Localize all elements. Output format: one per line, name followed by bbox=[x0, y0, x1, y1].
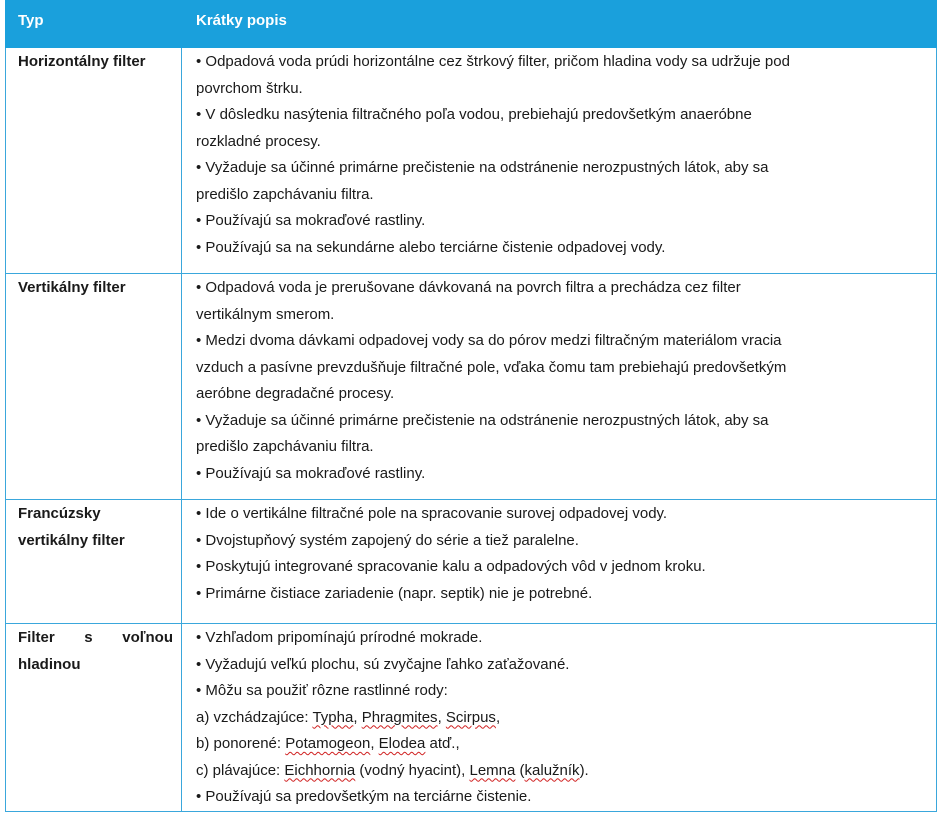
plant-genus: Potamogeon bbox=[285, 735, 371, 752]
desc-line: • Vzhľadom pripomínajú prírodné mokrade. bbox=[196, 629, 483, 646]
row-description bbox=[182, 624, 937, 812]
desc-end: ). bbox=[579, 761, 589, 779]
desc-line: • Medzi dvoma dávkami odpadovej vody sa do pórov medzi filtračným materiálom vracia bbox=[196, 332, 782, 349]
desc-line: • Používajú sa na sekundárne alebo terciárne čistenie odpadovej vody. bbox=[196, 238, 666, 256]
desc-line: predišlo zapchávaniu filtra. bbox=[196, 185, 374, 203]
row-type bbox=[6, 274, 182, 500]
desc-line-b: b) ponorené: Potamogeon, Elodea atď., bbox=[196, 735, 460, 752]
desc-line: vzduch a pasívne prevzdušňuje filtračné pole, vďaka čomu tam prebiehajú predovšetkým bbox=[196, 358, 787, 376]
header-description: Krátky popis bbox=[182, 1, 937, 48]
row-type-label: Francúzsky bbox=[18, 505, 101, 522]
row-type-label: vertikálny filter bbox=[18, 531, 125, 549]
desc-paren: ( bbox=[515, 761, 525, 779]
row-description bbox=[182, 48, 937, 274]
desc-line: • Primárne čistiace zariadenie (napr. septik) nie je potrebné. bbox=[196, 584, 593, 602]
row-description bbox=[182, 274, 937, 500]
plant-genus: Lemna bbox=[469, 761, 516, 779]
desc-line-a: a) vzchádzajúce: Typha, Phragmites, Scirpus, bbox=[196, 708, 501, 726]
desc-prefix: a) vzchádzajúce: bbox=[196, 708, 313, 726]
row-type bbox=[6, 500, 182, 624]
row-type bbox=[6, 48, 182, 274]
desc-line: • Používajú sa mokraďové rastliny. bbox=[196, 464, 426, 482]
desc-line: • Dvojstupňový systém zapojený do série a tiež paralelne. bbox=[196, 531, 579, 549]
desc-prefix: b) ponorené: bbox=[196, 735, 286, 752]
desc-line: povrchom štrku. bbox=[196, 79, 303, 97]
desc-line: • Odpadová voda prúdi horizontálne cez štrkový filter, pričom hladina vody sa udržuje pod bbox=[196, 53, 790, 70]
desc-line: • Používajú sa mokraďové rastliny. bbox=[196, 212, 426, 229]
row-type-label: hladinou bbox=[18, 655, 81, 673]
table-row bbox=[6, 500, 937, 624]
plant-genus: Eichhornia bbox=[284, 761, 356, 779]
desc-line: • V dôsledku nasýtenia filtračného poľa vodou, prebiehajú predovšetkým anaeróbne bbox=[196, 106, 752, 123]
desc-line: • Môžu sa použiť rôzne rastlinné rody: bbox=[196, 682, 448, 699]
plant-common-name: kalužník bbox=[524, 761, 580, 779]
desc-line: • Vyžaduje sa účinné primárne prečistenie na odstránenie nerozpustných látok, aby sa bbox=[196, 159, 769, 176]
desc-suffix: atď., bbox=[425, 735, 460, 752]
desc-line: • Používajú sa predovšetkým na terciárne čistenie. bbox=[196, 788, 532, 805]
desc-line: aeróbne degradačné procesy. bbox=[196, 385, 395, 402]
desc-prefix: c) plávajúce: bbox=[196, 761, 285, 779]
header-type: Typ bbox=[6, 1, 182, 48]
desc-line-c bbox=[196, 758, 932, 785]
desc-line: • Vyžaduje sa účinné primárne prečistenie na odstránenie nerozpustných látok, aby sa bbox=[196, 411, 769, 429]
desc-line: • Odpadová voda je prerušovane dávkovaná na povrch filtra a prechádza cez filter bbox=[196, 279, 741, 296]
plant-genus: Typha bbox=[312, 708, 354, 726]
table-row bbox=[6, 624, 937, 812]
row-type-label: Filter s voľnou bbox=[18, 629, 173, 646]
filter-types-table bbox=[5, 0, 937, 812]
table-row bbox=[6, 274, 937, 500]
table-row bbox=[6, 48, 937, 274]
desc-line: vertikálnym smerom. bbox=[196, 305, 335, 323]
desc-line: predišlo zapchávaniu filtra. bbox=[196, 438, 374, 455]
header-row bbox=[6, 1, 937, 48]
plant-genus: Elodea bbox=[378, 735, 426, 752]
desc-line: • Poskytujú integrované spracovanie kalu a odpadových vôd v jednom kroku. bbox=[196, 558, 706, 575]
row-type bbox=[6, 624, 182, 812]
desc-mid: (vodný hyacint), bbox=[355, 761, 470, 779]
desc-line: rozkladné procesy. bbox=[196, 132, 321, 150]
plant-genus: Phragmites bbox=[361, 708, 438, 726]
row-description bbox=[182, 500, 937, 624]
row-type-label: Vertikálny filter bbox=[18, 279, 126, 296]
plant-genus: Scirpus bbox=[445, 708, 496, 726]
desc-line: • Ide o vertikálne filtračné pole na spracovanie surovej odpadovej vody. bbox=[196, 505, 668, 522]
row-type-label: Horizontálny filter bbox=[18, 53, 146, 70]
desc-line: • Vyžadujú veľkú plochu, sú zvyčajne ľahko zaťažované. bbox=[196, 655, 570, 673]
